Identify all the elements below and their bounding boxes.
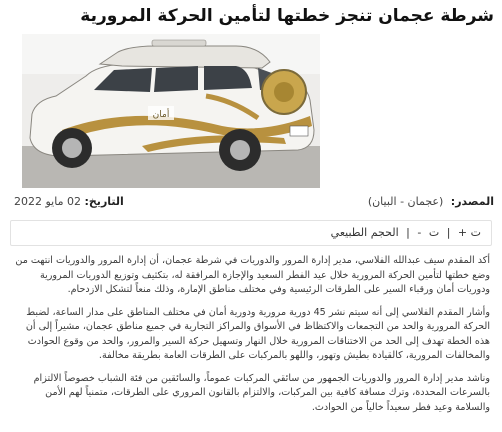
font-increase-button[interactable]: ت +: [457, 226, 481, 239]
article-meta: [8, 193, 494, 211]
date-label: التاريخ:: [84, 195, 124, 208]
article-paragraph: وأشار المقدم الفلاسي إلى أنه سيتم نشر 45 دورية مرورية ودورية أمان في مختلف المناطق على مدار الساعة، لضبط الحركة المرورية والحد من التجمعات والاكتظاظ في الأسواق والمراكز التجارية في جميع مناطق عجمان، مشيراً إلى أن هذه الخطة تهدف إلى الحد من الاختناقات المرورية خلال النهار وتسهيل حركة السير والمرور، والحد من وقوع الحوادث والمخالفات المرورية، كالقيادة بطيش وتهور، واللهو بالمركبات على الطرقات العامة بطريقة مخالفة.: [25, 306, 490, 361]
vehicle-badge-text: أمان: [152, 110, 170, 120]
article-photo: [22, 34, 320, 188]
source-label: المصدر:: [450, 195, 494, 208]
article-paragraph: أكد المقدم سيف عبدالله الفلاسي، مدير إدارة المرور والدوريات في شرطة عجمان، أن إدارة المرور والدوريات انتهت من وضع خطتها لتأمين الحركة المرورية خلال عيد الفطر السعيد والإجازة المرافقة له، بتكثيف وتوزيع الدوريات المرورية ودوريات أمان ورقباء السير على الطرقات الرئيسية وفي مختلف مناطق الإمارة، وذلك منعاً لتشكل الازدحام.: [15, 255, 490, 295]
font-normal-button[interactable]: ت: [428, 226, 440, 239]
police-car-image: [22, 34, 320, 188]
font-decrease-button[interactable]: -: [417, 226, 422, 239]
font-reset-button[interactable]: الحجم الطبيعي: [330, 226, 399, 239]
article-body: [12, 254, 490, 423]
font-separator: |: [406, 226, 410, 239]
date-block: [8, 193, 124, 211]
source-value: (عجمان - البيان): [367, 195, 444, 208]
font-separator: |: [446, 226, 451, 239]
article-paragraph: وناشد مدير إدارة المرور والدوريات الجمهور من سائقي المركبات عموماً، والسائقين من فئة الشباب خصوصاً الالتزام بالسرعات المحددة، وترك مسافة كافية بين المركبات، والالتزام بالقانون المروري على الطرقات، متمنياً لهم الأمن والسلامة وعيد فطر سعيداً خالياً من الحوادث.: [33, 372, 490, 413]
date-value: 02 مايو 2022: [14, 195, 81, 208]
font-size-toolbar: [10, 220, 492, 246]
source-block: [368, 193, 494, 211]
page-title: شرطة عجمان تنجز خطتها لتأمين الحركة المرورية: [80, 6, 494, 26]
